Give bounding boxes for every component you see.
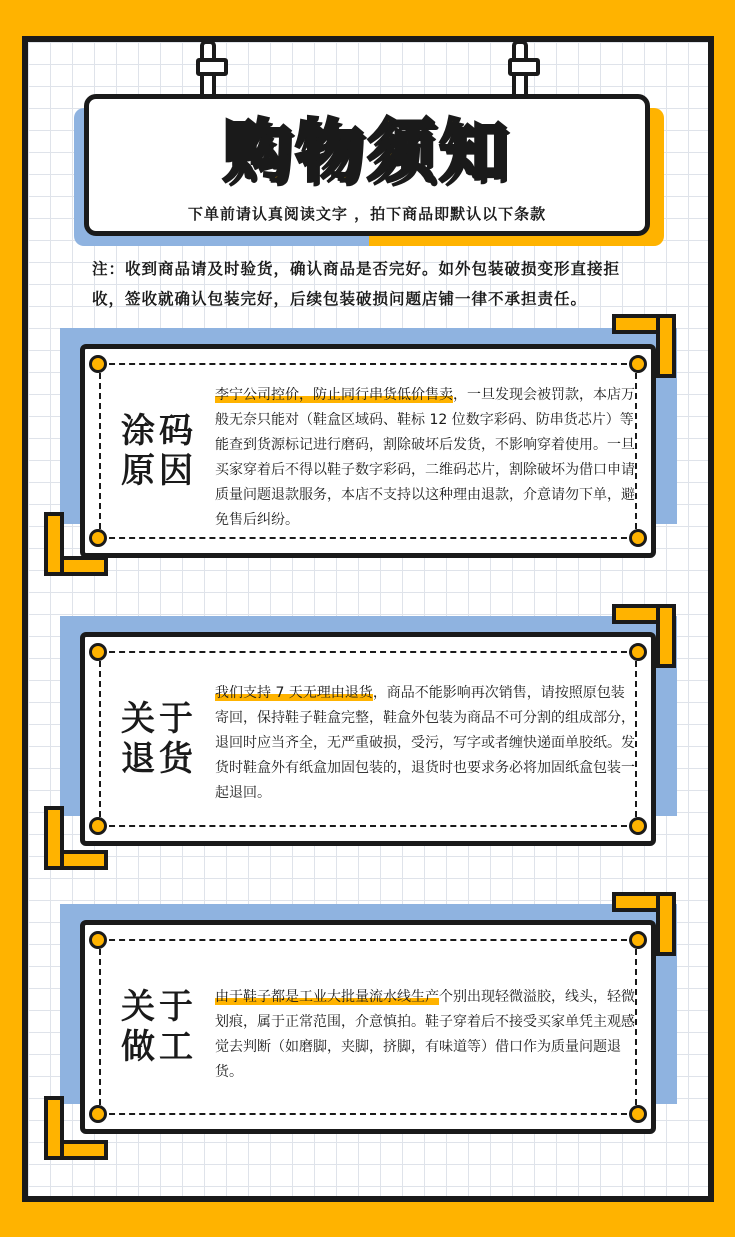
corner-dot <box>629 1105 647 1123</box>
corner-dot <box>629 643 647 661</box>
section-2-highlight: 我们支持 7 天无理由退货 <box>215 685 373 701</box>
right-hanger <box>512 40 528 100</box>
notice-text: 注：收到商品请及时验货，确认商品是否完好。如外包装破损变形直接拒收，签收就确认包装完好，后续包装破损问题店铺一律不承担责任。 <box>92 260 621 308</box>
corner-dot <box>629 817 647 835</box>
section-3-card <box>80 920 656 1134</box>
corner-dot <box>629 931 647 949</box>
section-1-highlight: 李宁公司控价，防止同行串货低价售卖 <box>215 387 453 403</box>
section-1-title: 涂码 原因 <box>111 411 207 491</box>
section-3-body: 由于鞋子都是工业大批量流水线生产个别出现轻微溢胶，线头，轻微划痕，属于正常范围，介意慎拍。鞋子穿着后不接受买家单凭主观感觉去判断（如磨脚，夹脚，挤脚，有味道等）借口作为质量问题退货。 <box>215 989 635 1080</box>
page-subtitle: 下单前请认真阅读文字 ，拍下商品即默认以下条款 <box>187 205 547 223</box>
corner-dot <box>89 643 107 661</box>
title-board <box>84 94 650 236</box>
corner-dot <box>89 529 107 547</box>
section-2-title: 关于 退货 <box>111 699 207 779</box>
corner-dot <box>89 1105 107 1123</box>
section-2-card <box>80 632 656 846</box>
corner-dot <box>89 355 107 373</box>
corner-dot <box>89 817 107 835</box>
section-3-highlight: 由于鞋子都是工业大批量流水线生产 <box>215 989 439 1005</box>
section-1-card <box>80 344 656 558</box>
left-hanger <box>200 40 216 100</box>
page-title: 购物须知 <box>222 113 511 192</box>
section-2-body: 我们支持 7 天无理由退货，商品不能影响再次销售，请按照原包装寄回，保持鞋子鞋盒完整，鞋盒外包装为商品不可分割的组成部分，退回时应当齐全，无严重破损，受污，写字或者缠快递面单胶纸。发货时鞋盒外有纸盒加固包装的，退货时也要求务必将加固纸盒包装一起退回。 <box>215 685 635 801</box>
section-3-title: 关于 做工 <box>111 987 207 1067</box>
corner-dot <box>89 931 107 949</box>
section-1-body: 李宁公司控价，防止同行串货低价售卖，一旦发现会被罚款，本店万般无奈只能对（鞋盒区域码、鞋标 12 位数字彩码、防串货芯片）等能查到货源标记进行磨码，割除破坏后发货，不影响穿着使用。一旦买家穿着后不得以鞋子数字彩码，二维码芯片，割除破坏为借口申请质量问题退款服务，本店不支持以这种理由退款，介意请勿下单，避免售后纠纷。 <box>215 387 635 528</box>
corner-dot <box>629 355 647 373</box>
